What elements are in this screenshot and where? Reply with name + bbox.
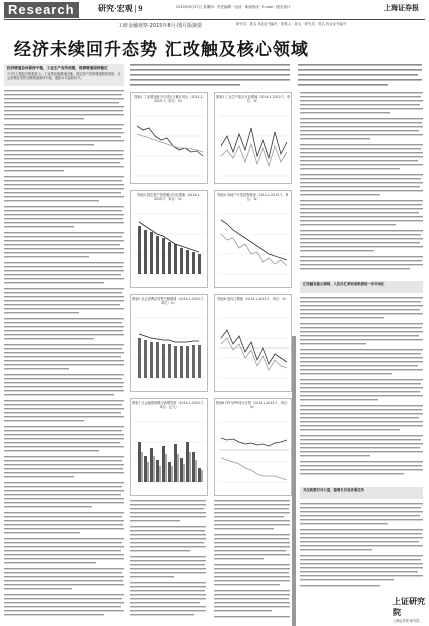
column-name: 工研金融观察·2015年8月·图片版 <box>118 23 193 29</box>
section-heading-1: 汇改触及核心领域，人民币汇率形成机制进一步市场化 <box>300 281 423 293</box>
institute-logo <box>393 596 429 623</box>
chart-5-title: 图表5 社会消费品零售总额增速（2014.1-2015.7，单位：%） <box>131 297 207 305</box>
right-text-bottom <box>300 503 423 591</box>
chart-4-plot <box>219 204 289 284</box>
chart-7-title: 图表7 社会融资规模与新增贷款（2014.1-2015.7，单位：亿元） <box>131 401 207 409</box>
chart-8-plot <box>219 412 289 492</box>
right-text-lines-1 <box>300 92 423 277</box>
chart-1-title: 图表1 工业增加值当月同比与累计同比（2014.1-2015.7，单位：%） <box>134 95 204 103</box>
lead-box <box>4 64 124 86</box>
lead-body: 7月份主要经济数据显示，工业增加值增速回落，固定资产投资增速继续放缓，社会消费品零售总额增速保持平稳，通胀水平温和回升。 <box>7 71 121 81</box>
chart-4-title: 图表4 房地产开发投资增速（2014.1-2015.7，单位：%） <box>217 193 289 201</box>
header-divider <box>4 19 425 20</box>
chart-1-plot <box>135 106 205 180</box>
chart-7 <box>130 398 208 496</box>
right-text-middle <box>300 297 423 483</box>
institute-name: 上证研究院 <box>393 597 425 617</box>
page-headline: 经济未续回升态势 汇改触及核心领域 <box>14 40 309 60</box>
middle-text-lines <box>130 500 290 622</box>
chart-5-plot <box>135 308 205 388</box>
institute-sub: 上海证券报·研究院 <box>393 619 420 623</box>
chart-8 <box>214 398 292 496</box>
middle-text-bottom <box>130 500 290 622</box>
chart-7-plot <box>135 412 205 492</box>
chart-3-title: 图表3 固定资产投资累计同比增速（2014.1-2015.7，单位：%） <box>137 193 201 201</box>
chart-6 <box>214 294 292 392</box>
chart-2-title: 图表2 工业生产重点行业增速（2014.1-2015.7，单位：%） <box>215 95 291 103</box>
chart-6-plot <box>219 308 289 388</box>
section-heading-2: 关注政策对冲力度，稳增长仍是首要任务 <box>300 487 423 499</box>
body-text-lines <box>4 90 124 620</box>
right-text-lines-2 <box>300 297 423 483</box>
chart-2-plot <box>219 106 289 180</box>
lead-title: 经济增速总体保持平稳，工业生产有所放缓，消费增速保持稳定 <box>7 66 108 70</box>
chart-3 <box>130 190 208 288</box>
intro-text <box>130 64 422 88</box>
intro-lines <box>130 64 422 88</box>
chart-1 <box>130 92 208 184</box>
summary-label: 摘要 <box>192 23 203 29</box>
newspaper-logo: 上海证券报 <box>384 3 419 12</box>
section-brand: Research <box>4 2 79 18</box>
chart-2 <box>214 92 292 184</box>
chart-4 <box>214 190 292 288</box>
section-label: 研究·宏观 | 9 <box>98 4 143 13</box>
right-text-lines-3 <box>300 503 423 591</box>
chart-3-plot <box>135 204 205 284</box>
author-note: 研究员：姓名 执业证书编号 · 联系人：姓名 · 研究员：姓名 执业证书编号 <box>236 22 347 26</box>
column-divider-strip <box>292 336 296 626</box>
header-meta: 2015年8月27日 星期四 · 责任编辑 · 电话 · 新闻热线 · E-mail · 版式设计 <box>176 5 291 9</box>
chart-5 <box>130 294 208 392</box>
chart-8-title: 图表8 CPI与PPI同比走势（2014.1-2015.7，单位：%） <box>215 401 291 409</box>
left-text-column <box>4 90 124 620</box>
chart-6-title: 图表6 进出口增速（2014.1-2015.7，单位：%） <box>217 297 289 301</box>
right-text-top <box>300 92 423 277</box>
